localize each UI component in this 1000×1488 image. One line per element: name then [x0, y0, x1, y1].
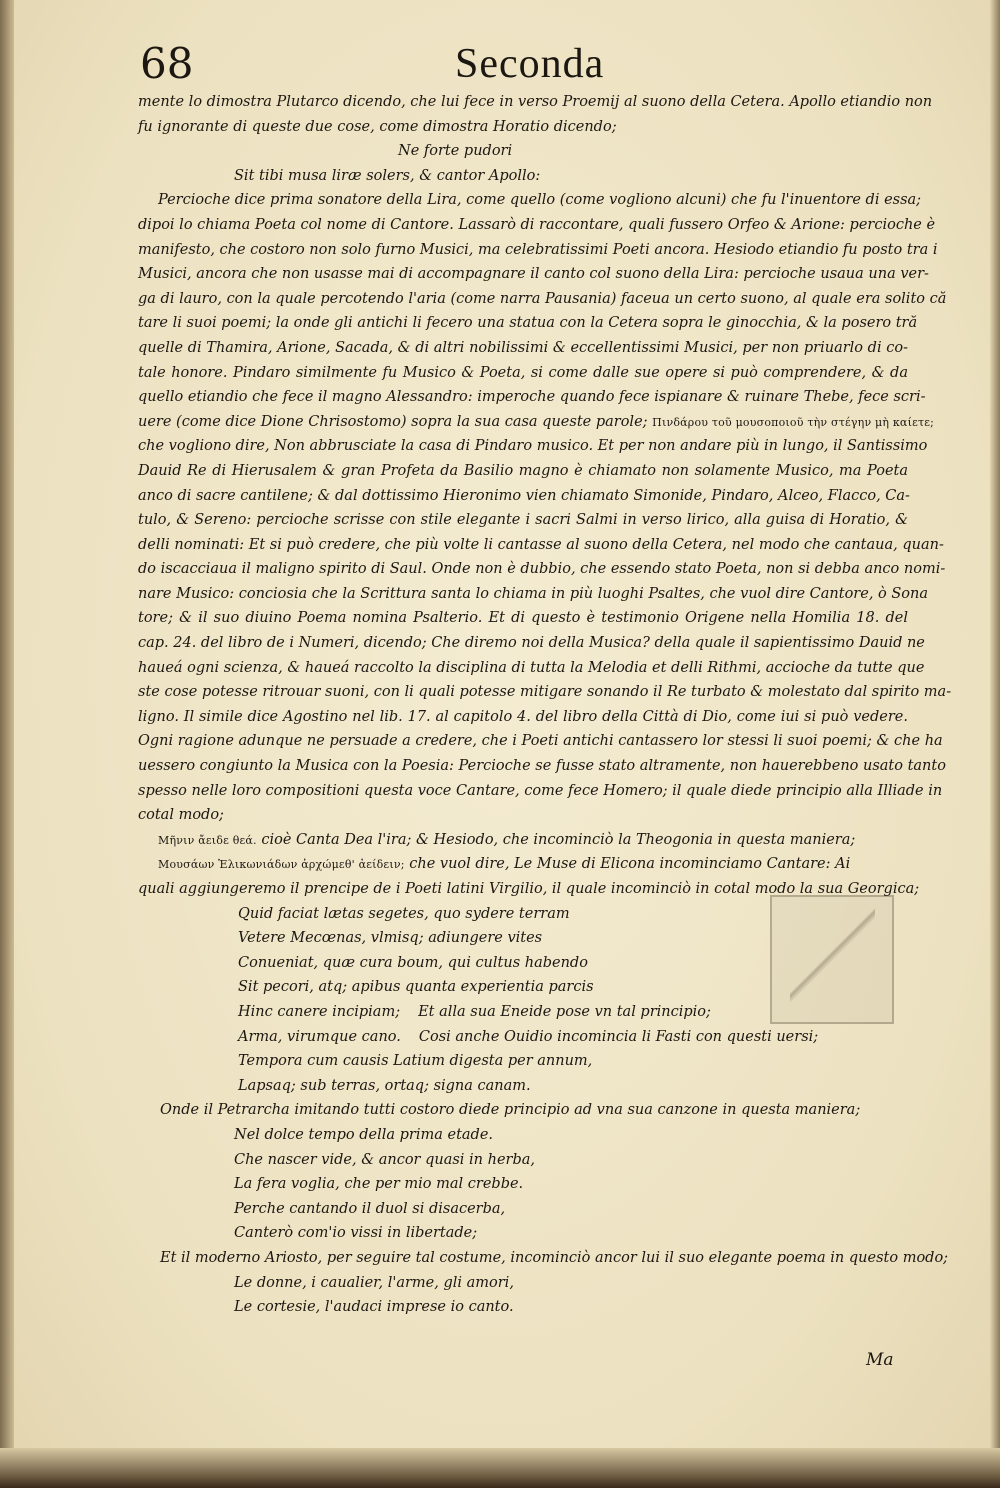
text-line: do iscacciaua il maligno spirito di Saul. Onde non è dubbio, che essendo stato Poeta, non si debba anco nomi-	[138, 561, 946, 578]
page-right-edge	[990, 0, 1000, 1488]
verse-line: Quid faciat lætas segetes, quo sydere terram	[238, 905, 570, 922]
body-text	[138, 90, 952, 1320]
text-line: fu ignorante di queste due cose, come dimostra Horatio dicendo;	[138, 118, 617, 135]
text-line: nare Musico: conciosia che la Scrittura santa lo chiama in più luoghi Psaltes, che vuol dire Cantore, ò Sona	[138, 585, 929, 602]
text-line: Dauid Re di Hierusalem & gran Profeta da Basilio magno è chiamato non solamente Musico, ma Poeta	[138, 462, 908, 479]
text-line: tale honore. Pindaro similmente fu Musico & Poeta, si come dalle sue opere si può comprendere, & da	[138, 364, 908, 381]
text-segment: uere (come dice Dione Chrisostomo) sopra la sua casa queste parole;	[138, 413, 648, 430]
text-line: ligno. Il simile dice Agostino nel lib. 17. al capitolo 4. del libro della Città di Dio, come iui si può vedere.	[138, 708, 908, 725]
text-line: anco di sacre cantilene; & dal dottissimo Hieronimo vien chiamato Simonide, Pindaro, Alceo, Flacco, Ca-	[138, 487, 910, 504]
text-line: Percioche dice prima sonatore della Lira, come quello (come vogliono alcuni) che fu l'inuentore di essa;	[158, 192, 922, 209]
text-line: quello etiandio che fece il magno Alessandro: imperoche quando fece ispianare & ruinare Thebe, fece scri-	[138, 389, 926, 406]
verse-line: Sit pecori, atq; apibus quanta experientia parcis	[238, 979, 594, 996]
text-line: delli nominati: Et si può credere, che più volte li cantasse al suono della Cetera, nel modo che cantaua, quan-	[138, 536, 944, 553]
text-line: che vogliono dire, Non abbrusciate la casa di Pindaro musico. Et per non andare più in lungo, il Santissimo	[138, 438, 928, 455]
catchword: Ma	[866, 1350, 894, 1370]
verse-line: Tempora cum causis Latium digesta per annum,	[238, 1053, 593, 1070]
page-bottom-edge	[0, 1448, 1000, 1488]
text-line: mente lo dimostra Plutarco dicendo, che lui fece in verso Proemij al suono della Cetera. Apollo etiandio non	[138, 94, 933, 110]
verse-line: Conueniat, quæ cura boum, qui cultus habendo	[238, 954, 588, 971]
quote-line: Sit tibi musa liræ solers, & cantor Apollo:	[234, 167, 541, 184]
text-line: spesso nelle loro compositioni questa voce Cantare, come fece Homero; il quale diede principio alla Illiade in	[138, 782, 943, 799]
page-number: 68	[140, 39, 194, 88]
text-line: haueá ogni scienza, & haueá raccolto la disciplina di tutta la Melodia et delli Rithmi, accioche da tutte que	[138, 659, 925, 676]
verse-line: Che nascer vide, & ancor quasi in herba,	[234, 1151, 536, 1168]
running-title: Seconda	[455, 41, 605, 87]
quote-line: Ne forte pudori	[398, 143, 513, 160]
verse-line	[138, 1000, 908, 1025]
text-line: ga di lauro, con la quale percotendo l'aria (come narra Pausania) faceua un certo suono, al quale era solito că	[138, 290, 947, 307]
text-line: dipoi lo chiama Poeta col nome di Cantore. Lassarò di raccontare, quali fussero Orfeo & Arione: percioche è	[138, 216, 936, 233]
page-left-edge	[0, 0, 14, 1488]
text-segment: Cosi anche Ouidio incomincia li Fasti con questi uersi;	[418, 1028, 819, 1045]
verse-line: La fera voglia, che per mio mal crebbe.	[234, 1176, 524, 1193]
verse-line: Le cortesie, l'audaci imprese io canto.	[234, 1299, 514, 1316]
verse-line: Canterò com'io vissi in libertade;	[234, 1225, 478, 1242]
verse-segment: Arma, virumque cano.	[238, 1028, 401, 1045]
text-line: tulo, & Sereno: percioche scrisse con stile elegante i sacri Salmi in verso lirico, alla guisa di Horatio, &	[138, 512, 908, 529]
text-line: ste cose potesse ritrouar suoni, con li quali potesse mitigare sonando il Re turbato & molestato dal spirito ma-	[138, 684, 952, 701]
text-line: Onde il Petrarcha imitando tutti costoro diede principio ad vna sua canzone in questa maniera;	[160, 1102, 861, 1119]
text-line: uessero congiunto la Musica con la Poesia: Percioche se fusse stato altramente, non hauerebbeno usato tanto	[138, 758, 946, 775]
verse-line: Nel dolce tempo della prima etade.	[234, 1126, 494, 1143]
text-line: quali aggiungeremo il prencipe de i Poeti latini Virgilio, il quale incominciò in cotal modo la sua Georgica;	[138, 881, 920, 897]
text-line: cap. 24. del libro de i Numeri, dicendo; Che diremo noi della Musica? della quale il sapientissimo Dauid ne	[138, 635, 925, 652]
text-line	[138, 410, 935, 435]
text-line: Musici, ancora che non usasse mai di accompagnare il canto col suono della Lira: percioche usaua una ver-	[138, 266, 929, 283]
greek-text: Μουσάων Ἑλικωνιάδων ἀρχώμεθ' ἀείδειν;	[158, 858, 405, 872]
text-line: manifesto, che costoro non solo furno Musici, ma celebratissimi Poeti ancora. Hesiodo etiandio fu posto tra i	[138, 241, 938, 258]
text-line: tore; & il suo diuino Poema nomina Psalterio. Et di questo è testimonio Origene nella Homilia 18. del	[138, 610, 908, 627]
text-line: quelle di Thamira, Arione, Sacada, & di altri nobilissimi & eccellentissimi Musici, per non priuarlo di co-	[138, 339, 908, 356]
verse-line: Vetere Mecœnas, vlmisq; adiungere vites	[238, 930, 543, 947]
text-line: Et il moderno Ariosto, per seguire tal costume, incominciò ancor lui il suo elegante poema in questo modo;	[160, 1249, 949, 1266]
text-line: Ogni ragione adunque ne persuade a credere, che i Poeti antichi cantassero lor stessi li suoi poemi; & che ha	[138, 733, 943, 750]
text-line	[138, 852, 908, 877]
greek-text: Πινδάρου τοῦ μουσοποιοῦ τὴν στέγην μὴ καίετε;	[652, 415, 935, 429]
text-segment: che vuol dire, Le Muse di Elicona incominciamo Cantare: Ai	[409, 856, 851, 873]
verse-line: Perche cantando il duol si disacerba,	[234, 1200, 506, 1217]
verse-line	[138, 1025, 908, 1050]
verse-line: Lapsaq; sub terras, ortaq; signa canam.	[238, 1077, 531, 1094]
verse-line: Le donne, i caualier, l'arme, gli amori,	[234, 1274, 514, 1291]
text-line: cotal modo;	[138, 807, 224, 824]
text-line	[138, 828, 908, 853]
greek-text: Μῆνιν ἄειδε θεά.	[158, 833, 257, 847]
text-segment: Et alla sua Eneide pose vn tal principio;	[418, 1003, 711, 1020]
verse-segment: Hinc canere incipiam;	[238, 1003, 401, 1020]
text-line: tare li suoi poemi; la onde gli antichi li fecero una statua con la Cetera sopra le ginocchia, & la posero tră	[138, 315, 918, 332]
text-segment: cioè Canta Dea l'ira; & Hesiodo, che incominciò la Theogonia in questa maniera;	[261, 831, 856, 848]
